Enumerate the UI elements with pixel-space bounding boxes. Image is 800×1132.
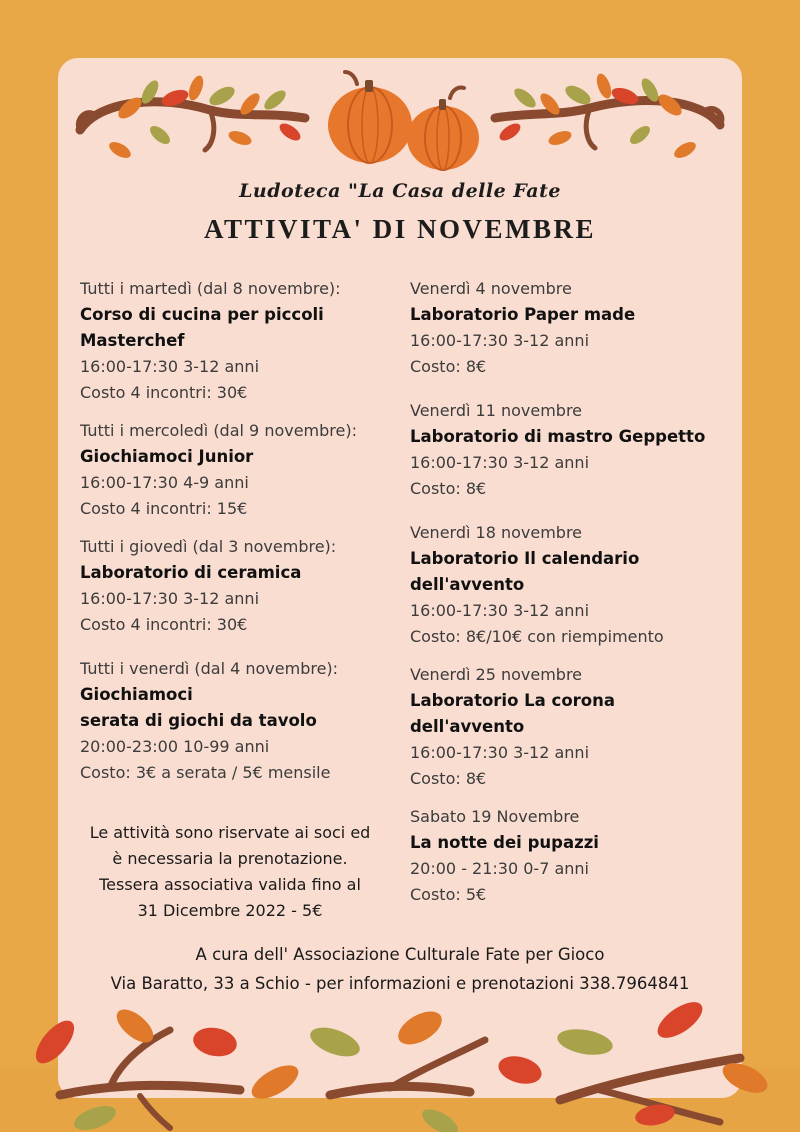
footer-organizer: A cura dell' Associazione Culturale Fate per Gioco (195, 945, 605, 964)
event (80, 276, 410, 406)
event-name (80, 560, 410, 586)
event-time: 20:00 - 21:30 0-7 anni (410, 859, 589, 878)
right-column (410, 276, 740, 908)
event-name (410, 424, 740, 450)
event-time: 16:00-17:30 3-12 anni (410, 331, 590, 350)
event-name (410, 830, 740, 856)
event-name-line: Masterchef (80, 331, 185, 350)
event (80, 534, 410, 638)
event-when: Tutti i giovedì (dal 3 novembre): (80, 537, 337, 556)
event-cost: Costo 4 incontri: 15€ (80, 499, 248, 518)
notice-line: Le attività sono riservate ai soci ed (89, 823, 371, 842)
event-name (410, 688, 740, 740)
event-when: Tutti i martedì (dal 8 novembre): (80, 279, 341, 298)
event-name-line: Laboratorio di mastro Geppetto (410, 427, 706, 446)
event-name-line: Laboratorio Il calendario (410, 549, 640, 568)
event-name (410, 302, 740, 328)
event-cost: Costo: 5€ (410, 885, 487, 904)
event-when: Venerdì 11 novembre (410, 401, 583, 420)
event-time: 16:00-17:30 3-12 anni (410, 601, 590, 620)
event (410, 398, 740, 502)
event-cost: Costo: 8€/10€ con riempimento (410, 627, 664, 646)
event-name (80, 444, 410, 470)
event-when: Venerdì 4 novembre (410, 279, 572, 298)
event (410, 276, 740, 380)
event-cost: Costo 4 incontri: 30€ (80, 383, 248, 402)
event-name-line: Laboratorio Paper made (410, 305, 636, 324)
event-name-line: Giochiamoci (80, 685, 193, 704)
event-when: Venerdì 25 novembre (410, 665, 583, 684)
event-cost: Costo 4 incontri: 30€ (80, 615, 248, 634)
event-name (410, 546, 740, 598)
event-name-line: serata di giochi da tavolo (80, 711, 317, 730)
event-when: Tutti i venerdì (dal 4 novembre): (80, 659, 339, 678)
subtitle: Ludoteca "La Casa delle Fate (239, 180, 561, 202)
event-name-line: Corso di cucina per piccoli (80, 305, 324, 324)
footer-decoration (0, 1000, 800, 1132)
event-time: 16:00-17:30 3-12 anni (410, 453, 590, 472)
event-when: Sabato 19 Novembre (410, 807, 580, 826)
event (80, 418, 410, 522)
event-name-line: dell'avvento (410, 575, 525, 594)
event-name-line: La notte dei pupazzi (410, 833, 599, 852)
event-time: 16:00-17:30 3-12 anni (80, 589, 260, 608)
left-column (80, 276, 410, 786)
autumn-leaf-icon (29, 1000, 772, 1132)
notice-line: Tessera associativa valida fino al (99, 875, 361, 894)
footer-contact: Via Baratto, 33 a Schio - per informazioni e prenotazioni 338.7964841 (110, 974, 690, 993)
footer (0, 940, 800, 998)
event (410, 662, 740, 792)
branch-icon (495, 101, 721, 148)
notice-line: è necessaria la prenotazione. (112, 849, 348, 868)
event-name-line: dell'avvento (410, 717, 525, 736)
event-name (80, 682, 410, 734)
event (410, 520, 740, 650)
event-cost: Costo: 8€ (410, 769, 487, 788)
pumpkin-icon (407, 87, 479, 170)
header-decoration (0, 0, 800, 180)
event-time: 16:00-17:30 3-12 anni (410, 743, 590, 762)
event-cost: Costo: 8€ (410, 479, 487, 498)
membership-notice (60, 820, 400, 924)
event (410, 804, 740, 908)
event-time: 16:00-17:30 3-12 anni (80, 357, 260, 376)
event-name-line: Laboratorio di ceramica (80, 563, 302, 582)
page-title: ATTIVITA' DI NOVEMBRE (203, 214, 597, 244)
event (80, 656, 410, 786)
event-name-line: Laboratorio La corona (410, 691, 616, 710)
event-cost: Costo: 3€ a serata / 5€ mensile (80, 763, 331, 782)
notice-line: 31 Dicembre 2022 - 5€ (137, 901, 323, 920)
event-cost: Costo: 8€ (410, 357, 487, 376)
event-name-line: Giochiamoci Junior (80, 447, 254, 466)
event-when: Venerdì 18 novembre (410, 523, 583, 542)
event-name (80, 302, 410, 354)
event-time: 20:00-23:00 10-99 anni (80, 737, 270, 756)
event-when: Tutti i mercoledì (dal 9 novembre): (80, 421, 357, 440)
pumpkin-icon (328, 72, 412, 163)
event-time: 16:00-17:30 4-9 anni (80, 473, 249, 492)
